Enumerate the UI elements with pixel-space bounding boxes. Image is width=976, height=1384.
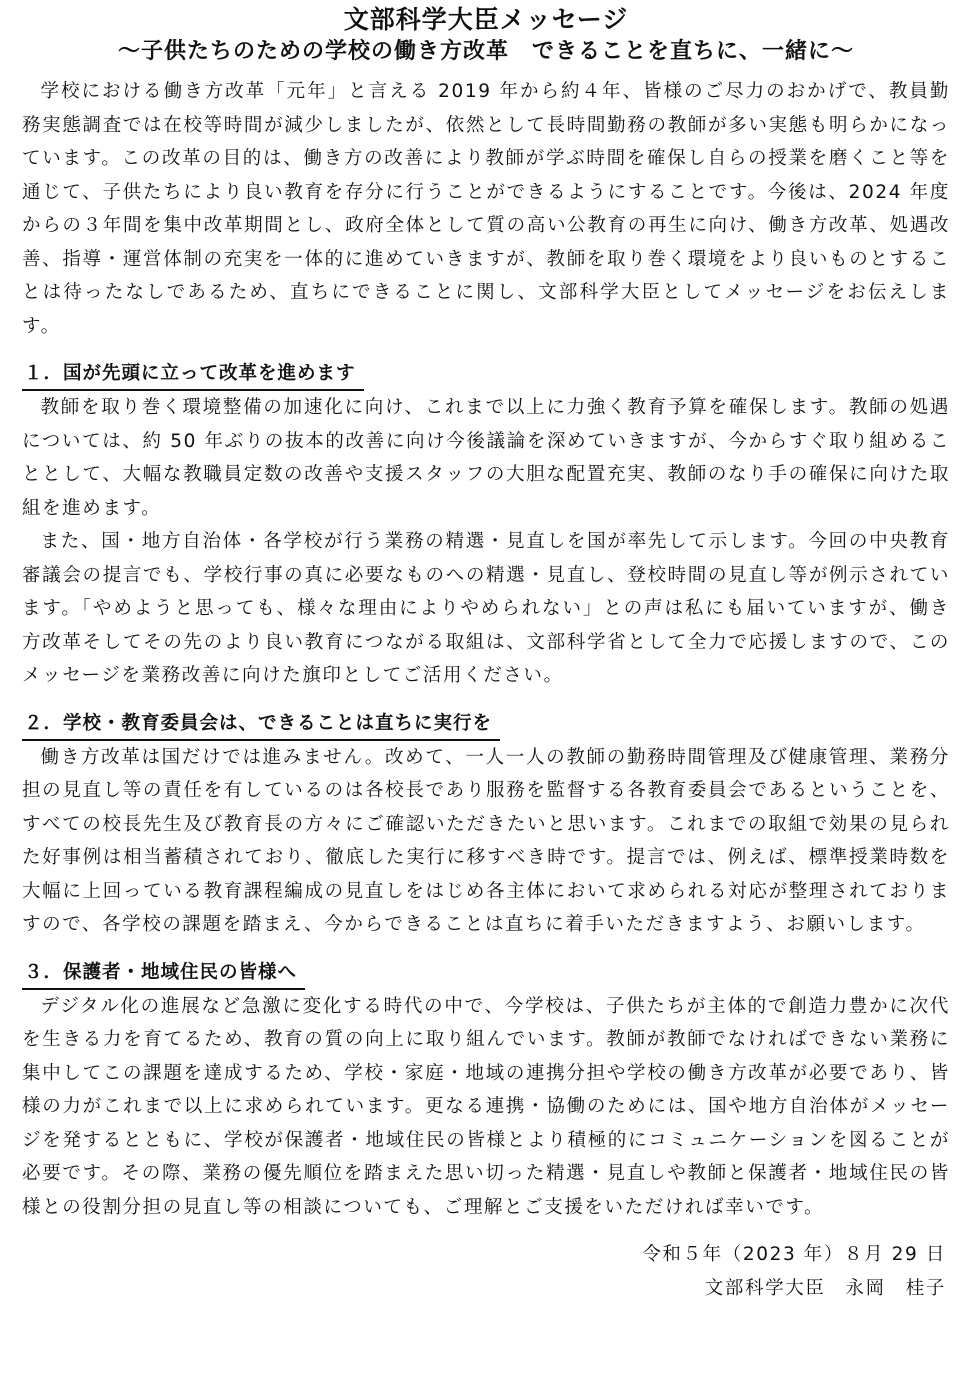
document-date: 令和５年（2023 年）８月 29 日: [642, 1244, 946, 1265]
section-1: [22, 359, 950, 693]
closing-block: [22, 1238, 950, 1306]
section-paragraph: 働き方改革は国だけでは進みません。改めて、一人一人の教師の勤務時間管理及び健康管理、業務分担の見直し等の責任を有しているのは各校長であり服務を監督する各教育委員会であるということを、すべての校長先生及び教育長の方々にご確認いただきたいと思います。これまでの取組で効果の見られた好事例は相当蓄積されており、徹底した実行に移すべき時です。提言では、例えば、標準授業時数を大幅に上回っている教育課程編成の見直しをはじめ各主体において求められる対応が整理されておりますので、各学校の課題を踏まえ、今からできることは直ちに着手いただきますよう、お願いします。: [22, 746, 950, 935]
intro-paragraph: 学校における働き方改革「元年」と言える 2019 年から約４年、皆様のご尽力のおかげで、教員勤務実態調査では在校等時間が減少しましたが、依然として長時間勤務の教師が多い実態も明らかになっています。この改革の目的は、働き方の改善により教師が学ぶ時間を確保し自らの授業を磨くこと等を通じて、子供たちにより良い教育を存分に行うことができるようにすることです。今後は、2024 年度からの３年間を集中改革期間とし、政府全体として質の高い公教育の再生に向け、働き方改革、処遇改善、指導・運営体制の充実を一体的に進めていきますが、教師を取り巻く環境をより良いものとすることは待ったなしであるため、直ちにできることに関し、文部科学大臣としてメッセージをお伝えします。: [22, 81, 950, 337]
section-paragraph: デジタル化の進展など急激に変化する時代の中で、今学校は、子供たちが主体的で創造力豊かに次代を生きる力を育てるため、教育の質の向上に取り組んでいます。教師が教師でなければできない業務に集中してこの課題を達成するため、学校・家庭・地域の連携分担や学校の働き方改革が必要であり、皆様の力がこれまで以上に求められています。更なる連携・協働のためには、国や地方自治体がメッセージを発するとともに、学校が保護者・地域住民の皆様とより積極的にコミュニケーションを図ることが必要です。その際、業務の優先順位を踏まえた思い切った精選・見直しや教師と保護者・地域住民の皆様との役割分担の見直し等の相談についても、ご理解とご支援をいただければ幸いです。: [22, 995, 950, 1218]
document-page: [0, 4, 976, 1384]
section-paragraph: また、国・地方自治体・各学校が行う業務の精選・見直しを国が率先して示します。今回の中央教育審議会の提言でも、学校行事の真に必要なものへの精選・見直し、登校時間の見直し等が例示されています。「やめようと思っても、様々な理由によりやめられない」との声は私にも届いていますが、働き方改革そしてその先のより良い教育につながる取組は、文部科学省として全力で応援しますので、このメッセージを業務改善に向けた旗印としてご活用ください。: [22, 531, 950, 686]
section-paragraph: 教師を取り巻く環境整備の加速化に向け、これまで以上に力強く教育予算を確保します。教師の処遇については、約 50 年ぶりの抜本的改善に向け今後議論を深めていきますが、今からすぐ取り組めることとして、大幅な教職員定数の改善や支援スタッフの大胆な配置充実、教師のなり手の確保に向けた取組を進めます。: [22, 397, 950, 519]
document-subtitle: ～子供たちのための学校の働き方改革 できることを直ちに、一緒に～: [117, 39, 854, 64]
signature: 文部科学大臣 永岡 桂子: [704, 1278, 946, 1299]
section-heading: ３．保護者・地域住民の皆様へ: [22, 958, 305, 990]
section-2: [22, 709, 950, 942]
section-heading: ２．学校・教育委員会は、できることは直ちに実行を: [22, 709, 500, 741]
section-3: [22, 958, 950, 1225]
section-heading: １．国が先頭に立って改革を進めます: [22, 359, 364, 391]
document-title: 文部科学大臣メッセージ: [343, 5, 629, 34]
